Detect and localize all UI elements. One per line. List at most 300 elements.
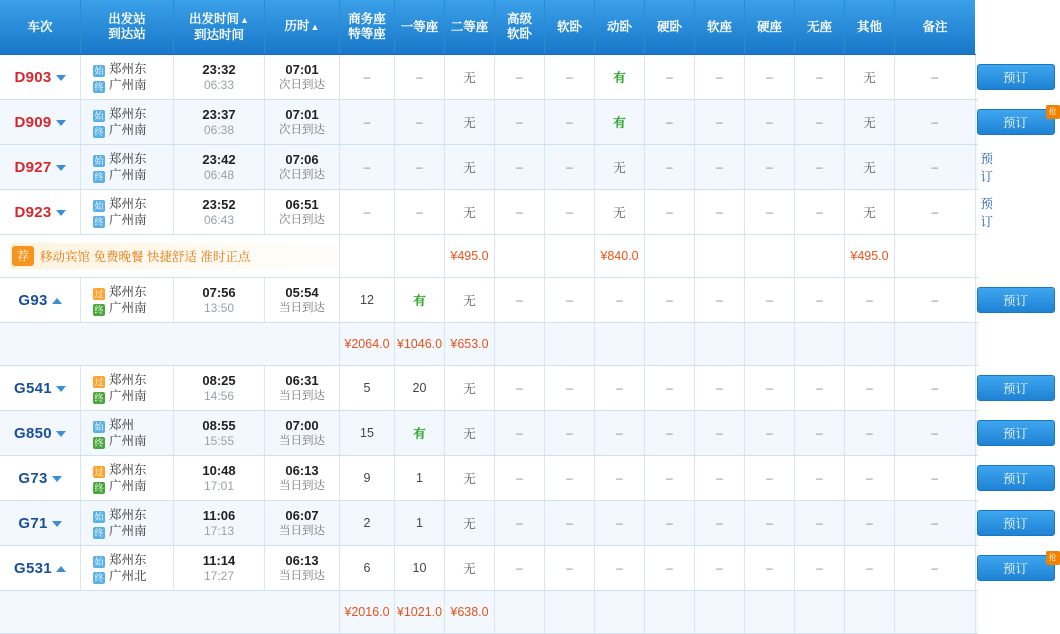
seat-cell-10: – (845, 546, 895, 591)
column-header-other[interactable] (845, 0, 895, 55)
seat-cell-1: – (395, 55, 445, 100)
seat-cell-8: – (745, 546, 795, 591)
column-header-hard-sleeper[interactable] (645, 0, 695, 55)
arrival-day: 当日到达 (279, 524, 325, 537)
train-no-cell[interactable] (0, 411, 81, 456)
column-header-line1: 历时▲ (284, 19, 320, 33)
column-header-line1: 动卧 (606, 19, 632, 34)
book-cell[interactable] (975, 411, 1028, 456)
column-header-duration[interactable] (265, 0, 340, 55)
column-header-second-class[interactable] (445, 0, 495, 55)
chevron-down-icon[interactable] (56, 165, 66, 171)
seat-cell-8: – (745, 100, 795, 145)
seat-cell-8: – (745, 366, 795, 411)
table-header (0, 0, 978, 55)
stations-cell (81, 278, 174, 323)
seat-cell-1: 20 (395, 366, 445, 411)
time-cell (174, 190, 265, 235)
price-cell-7 (695, 323, 745, 366)
column-header-line2: 到达站 (108, 27, 146, 41)
seat-cell-11: – (895, 278, 976, 323)
table-row (0, 546, 978, 591)
price-cell-10 (845, 323, 895, 366)
seat-cell-0: 6 (340, 546, 395, 591)
chevron-down-icon[interactable] (56, 431, 66, 437)
depart-time: 11:14 (202, 552, 236, 568)
seat-cell-3: – (495, 100, 545, 145)
price-cell-9 (795, 591, 845, 634)
seat-cell-6: – (645, 190, 695, 235)
seat-cell-11: – (895, 501, 976, 546)
promo-price-1 (395, 235, 445, 278)
stations-cell (81, 366, 174, 411)
column-header-line1: 软卧 (556, 19, 582, 34)
seat-cell-6: – (645, 278, 695, 323)
column-header-no-seat[interactable] (795, 0, 845, 55)
price-cell-4 (545, 323, 595, 366)
column-header-line1: 商务座 (348, 12, 386, 26)
book-link[interactable]: 预订 (980, 152, 994, 184)
seat-cell-2: 无 (445, 411, 495, 456)
book-cell[interactable] (975, 278, 1028, 323)
book-button[interactable]: 预订 (977, 287, 1055, 313)
seat-cell-10: 无 (845, 55, 895, 100)
chevron-up-icon[interactable] (56, 566, 66, 572)
promo-text: 移动宾馆 免费晚餐 快捷舒适 准时正点 (40, 250, 251, 264)
seat-cell-1: – (395, 100, 445, 145)
train-no-cell[interactable] (0, 145, 81, 190)
book-cell[interactable] (975, 55, 1028, 100)
seat-cell-4: – (545, 411, 595, 456)
depart-time: 08:25 (202, 372, 236, 388)
seat-cell-9: – (795, 366, 845, 411)
price-cell-5 (595, 323, 645, 366)
time-cell (174, 145, 265, 190)
book-cell[interactable] (975, 366, 1028, 411)
promo-price-2: ¥495.0 (445, 235, 495, 278)
price-row-spacer (0, 591, 340, 634)
promo-price-3 (495, 235, 545, 278)
price-cell-2: ¥653.0 (445, 323, 495, 366)
seat-cell-11: – (895, 366, 976, 411)
seat-cell-3: – (495, 546, 545, 591)
arrival-day: 当日到达 (279, 479, 325, 492)
duration-cell (265, 278, 340, 323)
from-station: 过 郑州东 (94, 373, 147, 387)
price-cell-8 (745, 591, 795, 634)
duration-cell (265, 55, 340, 100)
table-row (0, 501, 978, 546)
from-station: 始 郑州东 (94, 197, 147, 211)
seat-cell-8: – (745, 190, 795, 235)
seat-cell-1: – (395, 145, 445, 190)
seat-cell-1: 1 (395, 501, 445, 546)
column-header-premium-sleeper[interactable] (495, 0, 545, 55)
book-button[interactable]: 预订 抢 (977, 109, 1055, 135)
chevron-down-icon[interactable] (56, 75, 66, 81)
from-station: 始 郑州东 (94, 62, 147, 76)
duration-value: 06:07 (285, 507, 319, 523)
depart-time: 23:52 (202, 196, 236, 212)
sort-arrow-icon: ▲ (310, 22, 320, 32)
seat-cell-11: – (895, 546, 976, 591)
seat-cell-6: – (645, 411, 695, 456)
column-header-soft-sleeper[interactable] (545, 0, 595, 55)
station-badge-icon: 终 (94, 528, 104, 538)
book-cell[interactable] (975, 100, 1057, 145)
to-station: 终 广州北 (94, 569, 147, 583)
seat-cell-1: 10 (395, 546, 445, 591)
duration-cell (265, 145, 340, 190)
seat-cell-9: – (795, 190, 845, 235)
book-button[interactable]: 预订 (977, 64, 1055, 90)
book-cell[interactable] (975, 546, 1057, 591)
price-cell-0: ¥2016.0 (340, 591, 395, 634)
arrive-time: 15:55 (203, 433, 235, 448)
book-button[interactable]: 预订 (977, 510, 1055, 536)
column-header-train-no[interactable] (0, 0, 81, 55)
train-no-cell[interactable] (0, 190, 81, 235)
to-station: 终 广州南 (94, 213, 147, 227)
duration-cell (265, 501, 340, 546)
seat-cell-9: – (795, 546, 845, 591)
seat-cell-9: – (795, 411, 845, 456)
station-badge-icon: 过 (94, 377, 104, 387)
promo-price-4 (545, 235, 595, 278)
train-no[interactable]: D903 (14, 69, 65, 86)
column-header-line1: 二等座 (450, 19, 489, 34)
depart-time: 10:48 (202, 462, 236, 478)
column-header-line1: 车次 (27, 19, 53, 34)
train-no-cell[interactable] (0, 501, 81, 546)
price-cell-3 (495, 591, 545, 634)
book-cell[interactable] (975, 190, 994, 235)
column-header-first-class[interactable] (395, 0, 445, 55)
seat-cell-3: – (495, 278, 545, 323)
time-cell (174, 501, 265, 546)
from-station: 始 郑州东 (94, 107, 147, 121)
arrive-time: 17:27 (203, 568, 235, 583)
seat-cell-6: – (645, 501, 695, 546)
seat-cell-5: – (595, 411, 645, 456)
chevron-down-icon[interactable] (56, 386, 66, 392)
table-row (0, 55, 978, 100)
column-header-remark (895, 0, 976, 55)
seat-cell-8: – (745, 145, 795, 190)
price-row-remark (975, 323, 978, 366)
seat-cell-9: – (795, 501, 845, 546)
seat-cell-11: – (895, 145, 976, 190)
to-station: 终 广州南 (94, 301, 147, 315)
seat-cell-8: – (745, 456, 795, 501)
seat-cell-7: – (695, 411, 745, 456)
station-badge-icon: 终 (94, 305, 104, 315)
seat-cell-4: – (545, 501, 595, 546)
column-header-line2: 特等座 (348, 27, 386, 41)
column-header-line2: 到达时间 (193, 27, 244, 42)
train-no-cell[interactable] (0, 456, 81, 501)
column-header-times[interactable] (174, 0, 265, 55)
arrive-time: 06:43 (203, 212, 235, 227)
seat-cell-6: – (645, 100, 695, 145)
arrival-day: 当日到达 (279, 301, 325, 314)
promo-price-0 (340, 235, 395, 278)
duration-value: 07:01 (285, 61, 319, 77)
seat-cell-7: – (695, 190, 745, 235)
station-badge-icon: 终 (94, 438, 104, 448)
seat-cell-5: 无 (595, 145, 645, 190)
price-cell-6 (645, 323, 695, 366)
seat-cell-4: – (545, 145, 595, 190)
seat-cell-8: – (745, 55, 795, 100)
station-badge-icon: 过 (94, 289, 104, 299)
price-cell-11 (895, 323, 976, 366)
seat-cell-7: – (695, 366, 745, 411)
seat-cell-7: – (695, 456, 745, 501)
seat-cell-10: – (845, 501, 895, 546)
table-row (0, 145, 978, 190)
duration-value: 07:06 (285, 151, 319, 167)
seat-cell-7: – (695, 501, 745, 546)
seat-cell-7: – (695, 278, 745, 323)
seat-cell-10: – (845, 366, 895, 411)
seat-cell-1: – (395, 190, 445, 235)
seat-cell-4: – (545, 190, 595, 235)
seat-cell-6: – (645, 55, 695, 100)
seat-cell-2: 无 (445, 456, 495, 501)
table-body (0, 55, 1057, 634)
seat-cell-7: – (695, 546, 745, 591)
seat-cell-8: – (745, 411, 795, 456)
book-button[interactable]: 预订 (977, 375, 1055, 401)
table-row (0, 100, 978, 145)
seat-cell-3: – (495, 456, 545, 501)
station-badge-icon: 终 (94, 573, 104, 583)
promo-cell (0, 235, 340, 278)
station-badge-icon: 终 (94, 483, 104, 493)
depart-time: 11:06 (202, 507, 236, 523)
to-station: 终 广州南 (94, 479, 147, 493)
train-no[interactable]: G71 (18, 515, 61, 532)
seat-cell-3: – (495, 190, 545, 235)
depart-time: 23:37 (202, 106, 236, 122)
grab-ticket-badge: 抢 (1046, 551, 1060, 565)
arrive-time: 06:38 (203, 122, 235, 137)
arrive-time: 13:50 (203, 300, 235, 315)
seat-cell-2: 无 (445, 546, 495, 591)
depart-time: 07:56 (202, 284, 236, 300)
book-cell[interactable] (975, 145, 994, 190)
depart-time: 08:55 (202, 417, 236, 433)
book-button[interactable]: 预订 抢 (977, 555, 1055, 581)
seat-cell-1: 1 (395, 456, 445, 501)
table-row (0, 411, 978, 456)
price-cell-9 (795, 323, 845, 366)
duration-value: 07:01 (285, 106, 319, 122)
train-no[interactable]: G541 (14, 380, 66, 397)
seat-cell-5: – (595, 278, 645, 323)
seat-cell-3: – (495, 55, 545, 100)
chevron-down-icon[interactable] (56, 210, 66, 216)
seat-cell-6: – (645, 145, 695, 190)
station-badge-icon: 始 (94, 111, 104, 121)
duration-cell (265, 546, 340, 591)
time-cell (174, 456, 265, 501)
seat-cell-4: – (545, 546, 595, 591)
book-cell[interactable] (975, 456, 1028, 501)
promo-price-9 (795, 235, 845, 278)
train-no[interactable]: G73 (18, 470, 61, 487)
train-no[interactable]: D927 (14, 159, 65, 176)
time-cell (174, 366, 265, 411)
arrive-time: 17:01 (203, 478, 235, 493)
seat-cell-10: – (845, 278, 895, 323)
book-link[interactable]: 预订 (980, 197, 994, 229)
column-header-hard-seat[interactable] (745, 0, 795, 55)
station-badge-icon: 终 (94, 393, 104, 403)
seat-cell-4: – (545, 55, 595, 100)
duration-cell (265, 190, 340, 235)
column-header-line1: 一等座 (400, 19, 439, 34)
seat-cell-11: – (895, 100, 976, 145)
price-row (0, 323, 978, 366)
seat-cell-8: – (745, 501, 795, 546)
book-button[interactable]: 预订 (977, 420, 1055, 446)
station-badge-icon: 终 (94, 217, 104, 227)
column-header-line1: 高级 (506, 12, 532, 26)
seat-cell-2: 无 (445, 55, 495, 100)
time-cell (174, 278, 265, 323)
stations-cell (81, 190, 174, 235)
depart-time: 23:32 (202, 61, 236, 77)
depart-time: 23:42 (202, 151, 236, 167)
seat-cell-11: – (895, 456, 976, 501)
price-cell-8 (745, 323, 795, 366)
seat-cell-3: – (495, 145, 545, 190)
column-header-line1: 硬座 (756, 19, 782, 34)
chevron-down-icon[interactable] (52, 521, 62, 527)
recommend-badge: 荐 (12, 246, 34, 266)
column-header-stations[interactable] (81, 0, 174, 55)
train-no-cell[interactable] (0, 55, 81, 100)
table-row (0, 366, 978, 411)
price-cell-1: ¥1046.0 (395, 323, 445, 366)
stations-cell (81, 411, 174, 456)
arrival-day: 当日到达 (279, 569, 325, 582)
from-station: 始 郑州东 (94, 152, 147, 166)
seat-cell-5: 无 (595, 190, 645, 235)
arrive-time: 06:33 (203, 77, 235, 92)
seat-cell-5: – (595, 456, 645, 501)
station-badge-icon: 始 (94, 201, 104, 211)
from-station: 过 郑州东 (94, 285, 147, 299)
train-no-cell[interactable] (0, 546, 81, 591)
train-no[interactable]: D923 (14, 204, 65, 221)
sort-arrow-icon: ▲ (240, 14, 249, 25)
station-badge-icon: 始 (94, 156, 104, 166)
seat-cell-2: 无 (445, 145, 495, 190)
train-no-cell[interactable] (0, 366, 81, 411)
stations-cell (81, 546, 174, 591)
duration-value: 06:51 (285, 196, 319, 212)
seat-cell-2: 无 (445, 190, 495, 235)
chevron-up-icon[interactable] (52, 298, 62, 304)
duration-value: 06:13 (285, 462, 319, 478)
seat-cell-5: 有 (595, 100, 645, 145)
arrival-day: 次日到达 (279, 168, 325, 181)
seat-cell-7: – (695, 100, 745, 145)
book-button[interactable]: 预订 (977, 465, 1055, 491)
seat-cell-9: – (795, 278, 845, 323)
chevron-down-icon[interactable] (56, 120, 66, 126)
train-no[interactable]: G531 (14, 560, 66, 577)
seat-cell-2: 无 (445, 366, 495, 411)
duration-value: 06:13 (285, 552, 319, 568)
chevron-down-icon[interactable] (52, 476, 62, 482)
seat-cell-0: 15 (340, 411, 395, 456)
arrival-day: 次日到达 (279, 213, 325, 226)
price-row-remark (975, 591, 978, 634)
train-no[interactable]: D909 (14, 114, 65, 131)
train-no-cell[interactable] (0, 278, 81, 323)
station-badge-icon: 始 (94, 422, 104, 432)
duration-cell (265, 366, 340, 411)
book-cell[interactable] (975, 501, 1028, 546)
seat-cell-7: – (695, 145, 745, 190)
stations-cell (81, 456, 174, 501)
seat-cell-2: 无 (445, 501, 495, 546)
arrive-time: 06:48 (203, 167, 235, 182)
time-cell (174, 411, 265, 456)
seat-cell-5: 有 (595, 55, 645, 100)
seat-cell-2: 无 (445, 278, 495, 323)
seat-cell-1: 有 (395, 411, 445, 456)
train-no[interactable]: G850 (14, 425, 66, 442)
station-badge-icon: 终 (94, 82, 104, 92)
price-cell-6 (645, 591, 695, 634)
train-no-cell[interactable] (0, 100, 81, 145)
price-cell-4 (545, 591, 595, 634)
seat-cell-10: – (845, 411, 895, 456)
seat-cell-0: 9 (340, 456, 395, 501)
promo-price-10: ¥495.0 (845, 235, 895, 278)
column-header-business-seat[interactable] (340, 0, 395, 55)
time-cell (174, 546, 265, 591)
promo-price-5: ¥840.0 (595, 235, 645, 278)
seat-cell-5: – (595, 501, 645, 546)
arrive-time: 17:13 (203, 523, 235, 538)
time-cell (174, 100, 265, 145)
seat-cell-6: – (645, 366, 695, 411)
table-row (0, 278, 978, 323)
arrival-day: 次日到达 (279, 78, 325, 91)
column-header-emu-sleeper[interactable] (595, 0, 645, 55)
seat-cell-4: – (545, 100, 595, 145)
seat-cell-3: – (495, 411, 545, 456)
station-badge-icon: 终 (94, 172, 104, 182)
table-row (0, 456, 978, 501)
stations-cell (81, 55, 174, 100)
column-header-soft-seat[interactable] (695, 0, 745, 55)
promo-price-7 (695, 235, 745, 278)
seat-cell-5: – (595, 366, 645, 411)
time-cell (174, 55, 265, 100)
to-station: 终 广州南 (94, 524, 147, 538)
train-no[interactable]: G93 (18, 292, 61, 309)
seat-cell-10: 无 (845, 145, 895, 190)
price-cell-10 (845, 591, 895, 634)
stations-cell (81, 501, 174, 546)
